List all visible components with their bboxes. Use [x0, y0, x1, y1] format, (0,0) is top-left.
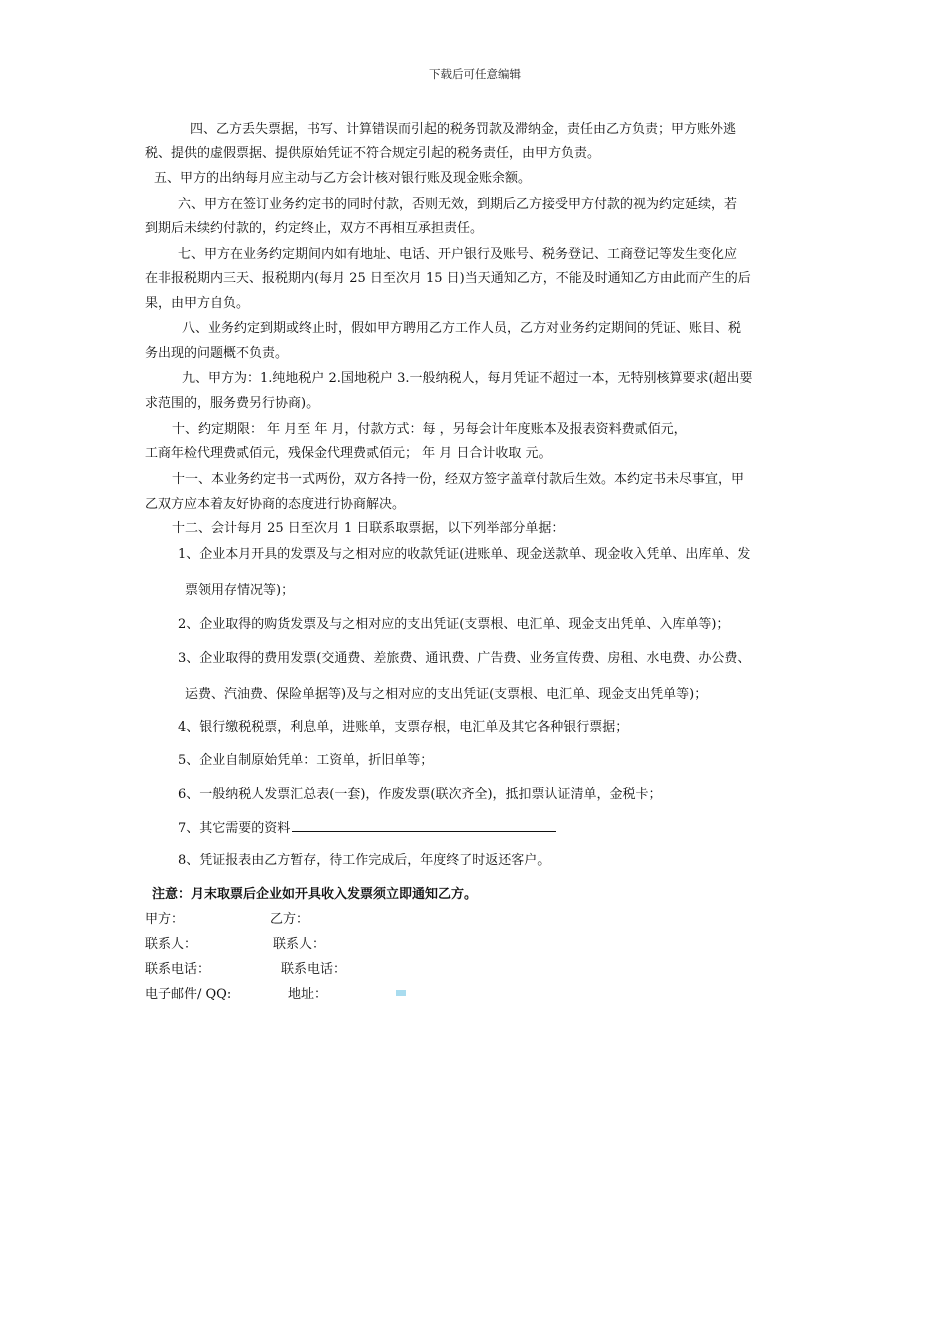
item-3-line-1: 3、企业取得的费用发票(交通费、差旅费、通讯费、广告费、业务宣传费、房租、水电费、办公费、 [178, 651, 751, 666]
phone-b-label: 联系电话： [281, 962, 347, 977]
item-1-line-1: 1、企业本月开具的发票及与之相对应的收款凭证(进账单、现金送款单、现金收入凭单、出库单、发 [178, 547, 751, 562]
item-2: 2、企业取得的购货发票及与之相对应的支出凭证(支票根、电汇单、现金支出凭单、入库单等)； [178, 617, 730, 632]
item-5: 5、企业自制原始凭单：工资单，折旧单等； [178, 753, 434, 768]
clause-7-line-2: 在非报税期内三天、报税期内(每月 25 日至次月 15 日)当天通知乙方，不能及时通知乙方由此而产生的后 [145, 271, 751, 286]
item-4: 4、银行缴税税票，利息单，进账单，支票存根，电汇单及其它各种银行票据； [178, 720, 629, 735]
contact-a-label: 联系人： [145, 937, 198, 952]
clause-8-line-2: 务出现的问题概不负责。 [145, 346, 289, 361]
item-6: 6、一般纳税人发票汇总表(一套)，作废发票(联次齐全)，抵扣票认证清单，金税卡； [178, 787, 662, 802]
party-a-label: 甲方： [145, 912, 185, 927]
clause-4-line-2: 税、提供的虚假票据、提供原始凭证不符合规定引起的税务责任，由甲方负责。 [145, 146, 601, 161]
item-3-line-2: 运费、汽油费、保险单据等)及与之相对应的支出凭证(支票根、电汇单、现金支出凭单等)； [185, 687, 708, 702]
fill-in-blank-line [292, 819, 556, 832]
clause-8-line-1: 八、业务约定到期或终止时，假如甲方聘用乙方工作人员，乙方对业务约定期间的凭证、账目、税 [182, 321, 742, 336]
clause-5: 五、甲方的出纳每月应主动与乙方会计核对银行账及现金账余额。 [154, 171, 532, 186]
item-7-label: 7、其它需要的资料 [178, 821, 291, 836]
clause-11-line-1: 十一、本业务约定书一式两份，双方各持一份，经双方签字盖章付款后生效。本约定书未尽事宜，甲 [172, 472, 745, 487]
item-7 [178, 819, 556, 838]
clause-6-line-2: 到期后未续约付款的，约定终止，双方不再相互承担责任。 [145, 221, 484, 236]
clause-11-line-2: 乙双方应本着友好协商的态度进行协商解决。 [145, 497, 406, 512]
clause-12: 十二、会计每月 25 日至次月 1 日联系取票据，以下列举部分单据： [172, 521, 565, 536]
party-b-label: 乙方： [270, 912, 310, 927]
phone-a-label: 联系电话： [145, 962, 211, 977]
clause-9-line-2: 求范围的，服务费另行协商)。 [145, 396, 320, 411]
contact-b-label: 联系人： [273, 937, 326, 952]
clause-10-line-1: 十、约定期限： 年 月至 年 月，付款方式：每 ，另每会计年度账本及报表资料费贰佰元， [172, 422, 687, 437]
clause-7-line-1: 七、甲方在业务约定期间内如有地址、电话、开户银行及账号、税务登记、工商登记等发生变化应 [178, 247, 738, 262]
note: 注意：月末取票后企业如开具收入发票须立即通知乙方。 [152, 887, 478, 902]
clause-6-line-1: 六、甲方在签订业务约定书的同时付款，否则无效，到期后乙方接受甲方付款的视为约定延续，若 [178, 197, 738, 212]
email-qq-label: 电子邮件/ QQ: [145, 987, 232, 1002]
item-8: 8、凭证报表由乙方暂存，待工作完成后，年度终了时返还客户。 [178, 853, 551, 868]
address-label: 地址： [288, 987, 328, 1002]
clause-7-line-3: 果，由甲方自负。 [145, 296, 250, 311]
highlight-mark [396, 990, 406, 996]
page-header: 下载后可任意编辑 [429, 67, 521, 81]
clause-9-line-1: 九、甲方为：1.纯地税户 2.国地税户 3.一般纳税人，每月凭证不超过一本，无特别核算要求(超出要 [182, 371, 753, 386]
item-1-line-2: 票领用存情况等)； [185, 583, 295, 598]
clause-10-line-2: 工商年检代理费贰佰元，残保金代理费贰佰元； 年 月 日合计收取 元。 [145, 446, 552, 461]
clause-4-line-1: 四、乙方丢失票据，书写、计算错误而引起的税务罚款及滞纳金，责任由乙方负责；甲方账外逃 [190, 122, 737, 137]
